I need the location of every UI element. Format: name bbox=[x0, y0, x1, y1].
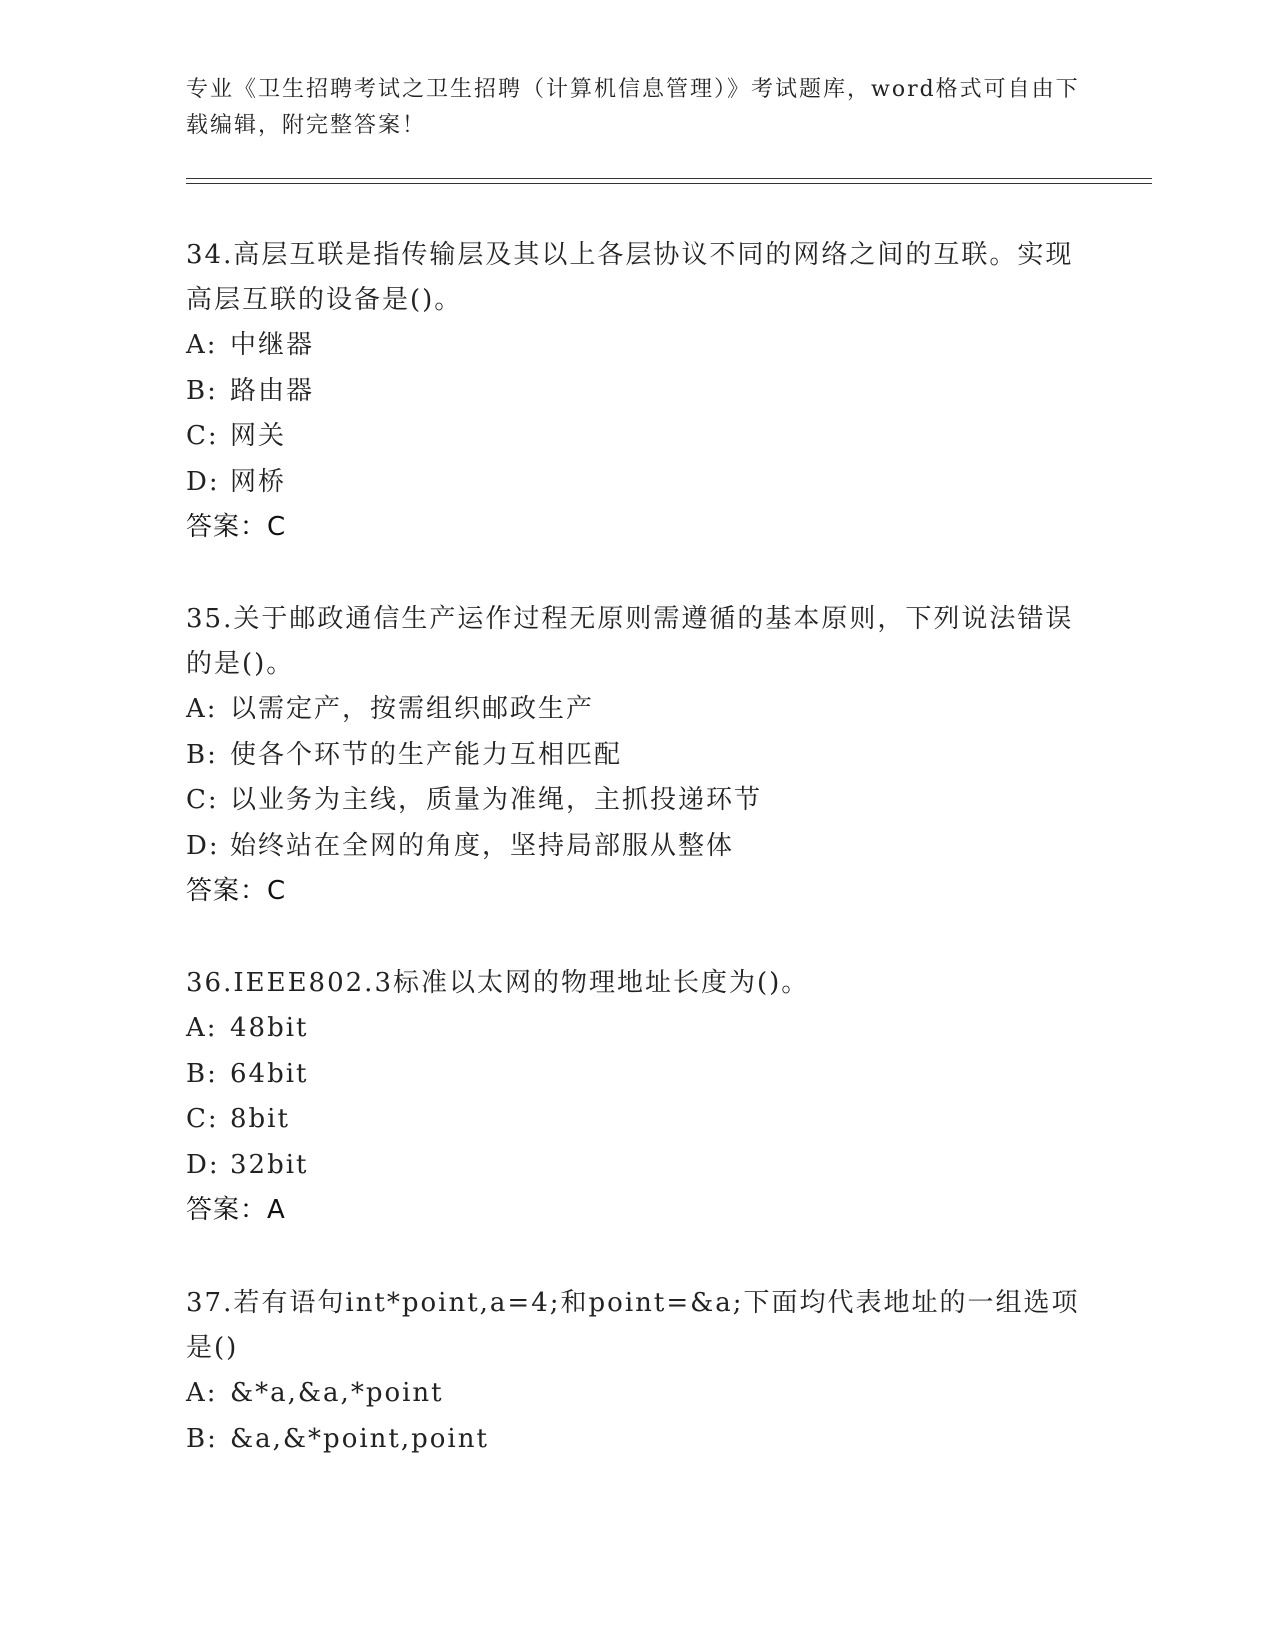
option-c bbox=[186, 1097, 1086, 1143]
option-text: &*a,&a,*point bbox=[230, 1378, 444, 1408]
option-text: 64bit bbox=[230, 1058, 309, 1089]
option-text: 8bit bbox=[230, 1104, 290, 1134]
question-stem: 34.高层互联是指传输层及其以上各层协议不同的网络之间的互联。实现高层互联的设备是()。 bbox=[186, 240, 1074, 315]
option-letter: A: bbox=[186, 1013, 218, 1043]
option-b bbox=[186, 733, 1086, 779]
option-a bbox=[186, 1371, 1086, 1417]
option-d bbox=[186, 460, 1086, 506]
option-letter: D: bbox=[186, 1149, 220, 1180]
option-a bbox=[186, 687, 1086, 733]
option-text: 使各个环节的生产能力互相匹配 bbox=[230, 739, 623, 770]
option-letter: A: bbox=[186, 1378, 218, 1408]
option-letter: B: bbox=[186, 1423, 218, 1454]
answer-text: 答案：A bbox=[186, 1195, 286, 1225]
header-text: 专业《卫生招聘考试之卫生招聘（计算机信息管理）》考试题库，word格式可自由下载编辑，附完整答案！ bbox=[186, 77, 1080, 138]
option-b bbox=[186, 369, 1086, 415]
option-letter: C: bbox=[186, 421, 219, 451]
option-a bbox=[186, 1006, 1086, 1052]
option-letter: C: bbox=[186, 785, 219, 815]
option-text: 以需定产，按需组织邮政生产 bbox=[230, 694, 595, 724]
option-text: 网关 bbox=[230, 421, 287, 451]
question-stem: 37.若有语句int*point,a=4;和point=&a;下面均代表地址的一组选项是() bbox=[186, 1288, 1080, 1363]
option-text: 中继器 bbox=[230, 330, 315, 360]
option-letter: C: bbox=[186, 1104, 219, 1134]
header-divider-top bbox=[186, 178, 1152, 179]
option-a bbox=[186, 323, 1086, 369]
option-b bbox=[186, 1417, 1086, 1463]
option-text: 路由器 bbox=[230, 375, 315, 406]
option-text: 始终站在全网的角度，坚持局部服从整体 bbox=[230, 830, 735, 861]
document-header bbox=[186, 72, 1086, 144]
option-d bbox=[186, 1143, 1086, 1189]
option-letter: B: bbox=[186, 1058, 218, 1089]
header-divider-bottom bbox=[186, 183, 1152, 184]
answer-text: 答案：C bbox=[186, 512, 287, 542]
option-b bbox=[186, 1052, 1086, 1098]
question-35 bbox=[186, 597, 1086, 914]
option-c bbox=[186, 778, 1086, 824]
option-letter: B: bbox=[186, 375, 218, 406]
option-text: 48bit bbox=[230, 1013, 309, 1043]
option-text: 网桥 bbox=[230, 466, 287, 497]
question-37 bbox=[186, 1281, 1086, 1462]
question-36 bbox=[186, 961, 1086, 1233]
option-text: 以业务为主线，质量为准绳，主抓投递环节 bbox=[230, 785, 763, 815]
question-stem: 35.关于邮政通信生产运作过程无原则需遵循的基本原则，下列说法错误的是()。 bbox=[186, 604, 1074, 679]
answer-text: 答案：C bbox=[186, 876, 287, 906]
option-text: &a,&*point,point bbox=[230, 1423, 489, 1454]
option-d bbox=[186, 824, 1086, 870]
option-letter: D: bbox=[186, 466, 220, 497]
option-c bbox=[186, 414, 1086, 460]
option-letter: D: bbox=[186, 830, 220, 861]
option-letter: A: bbox=[186, 330, 218, 360]
question-stem: 36.IEEE802.3标准以太网的物理地址长度为()。 bbox=[186, 968, 810, 998]
option-letter: B: bbox=[186, 739, 218, 770]
option-text: 32bit bbox=[230, 1149, 309, 1180]
option-letter: A: bbox=[186, 694, 218, 724]
question-34 bbox=[186, 233, 1086, 550]
